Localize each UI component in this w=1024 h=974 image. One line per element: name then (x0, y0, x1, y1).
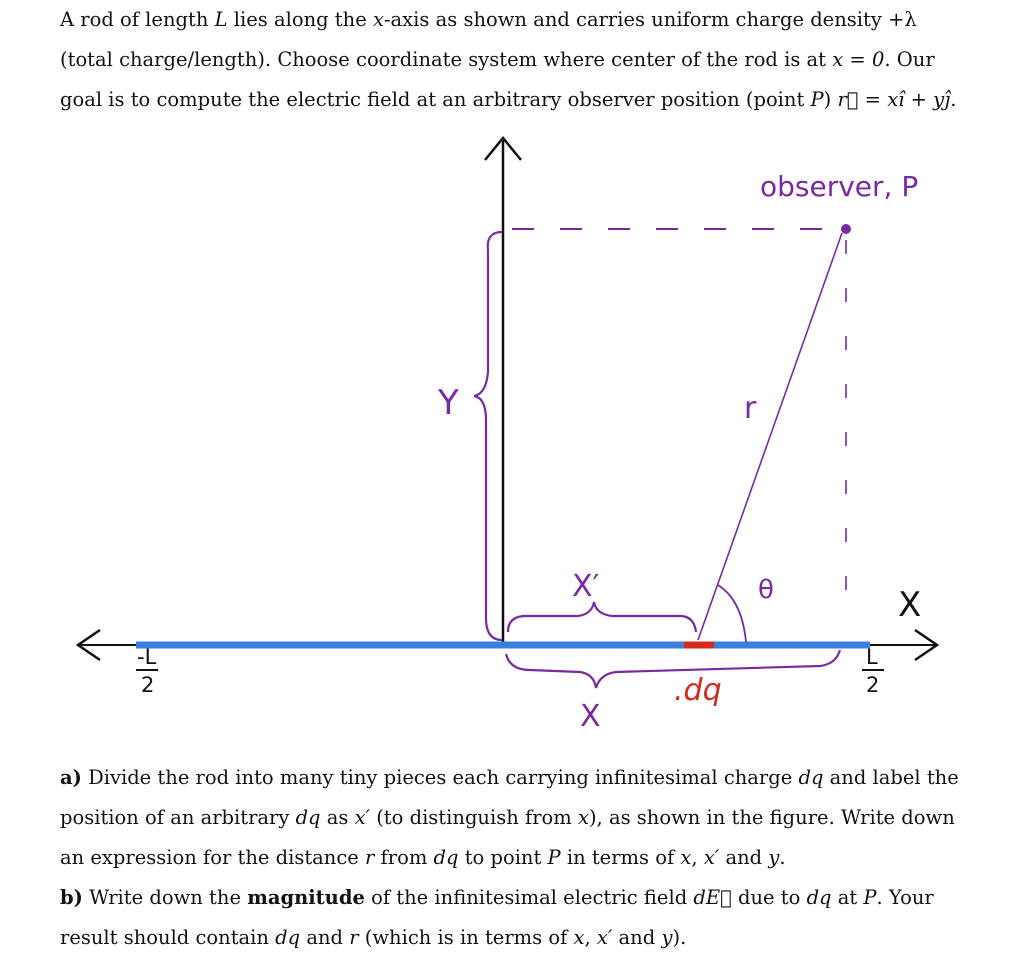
var-x: x (577, 806, 589, 829)
var-L: L (214, 8, 228, 31)
var-y: y (768, 846, 780, 869)
var-P: P (810, 88, 824, 111)
intro-text: -axis as shown and carries uniform charge density +λ (total charge/length). Choose coordinate system where center of the rod is at (60, 8, 917, 71)
part-b-text: and (612, 926, 662, 949)
var-dq: dq (275, 926, 301, 949)
var-x-prime: x′ (596, 926, 613, 949)
part-a-text: ), as shown in the figure. Write down an expression for the distance (60, 806, 955, 869)
part-b-text: of the infinitesimal electric field (364, 886, 694, 909)
part-a-text: . (779, 846, 786, 869)
var-P: P (547, 846, 561, 869)
intro-text: lies along the (227, 8, 373, 31)
part-b-text: ). (672, 926, 687, 949)
var-r: r (349, 926, 359, 949)
right-end-numerator: L (866, 645, 878, 669)
x-brace-label: X (580, 699, 601, 734)
var-x: x (372, 8, 384, 31)
var-x: x (680, 846, 692, 869)
var-dq: dq (798, 766, 824, 789)
r-label: r (744, 391, 757, 426)
part-b-text: and (300, 926, 350, 949)
part-b-label: b) (60, 886, 83, 909)
part-a-text: and (719, 846, 769, 869)
var-dq: dq (433, 846, 459, 869)
dq-label: .dq (674, 673, 722, 708)
part-b-text: , (584, 926, 597, 949)
part-b-text: (which is in terms of (358, 926, 574, 949)
part-a-text: as (320, 806, 355, 829)
math-r-vector: r⃗ = xî + yĵ (837, 88, 951, 111)
left-end-denominator: 2 (141, 673, 155, 697)
intro-text: ) (823, 88, 838, 111)
part-a-text: in terms of (560, 846, 681, 869)
var-x-prime: x′ (354, 806, 370, 829)
observer-point (841, 224, 851, 234)
part-a-text: (to distinguish from (370, 806, 578, 829)
part-a-text: to point (458, 846, 548, 869)
x-brace (506, 650, 840, 688)
observer-label: observer, P (760, 170, 919, 203)
var-x: x (573, 926, 585, 949)
var-y: y (661, 926, 673, 949)
questions-block (60, 758, 960, 958)
part-b-text: at (831, 886, 864, 909)
part-b-emphasis: magnitude (247, 886, 365, 909)
part-b-text: Write down the (82, 886, 248, 909)
part-a-text: , (691, 846, 704, 869)
var-r: r (365, 846, 375, 869)
var-dq: dq (295, 806, 321, 829)
var-dE-vector: dE⃗ (693, 886, 732, 909)
var-dq: dq (806, 886, 832, 909)
part-b (60, 878, 960, 958)
part-a-text: Divide the rod into many tiny pieces each carrying infinitesimal charge (81, 766, 799, 789)
x-prime-brace (508, 602, 696, 632)
left-end-numerator: -L (137, 645, 157, 669)
intro-text: . Our goal is to compute the electric field at an arbitrary observer position (point (60, 48, 935, 111)
part-a-text: and label the position of an arbitrary (60, 766, 959, 829)
part-a-text: from (374, 846, 434, 869)
y-brace-label: Y (438, 383, 459, 423)
x-axis-label: X (898, 585, 922, 625)
intro-text: . (950, 88, 957, 111)
theta-label: θ (758, 575, 774, 605)
theta-arc (718, 585, 746, 642)
part-a (60, 758, 960, 878)
part-b-text: . Your result should contain (60, 886, 934, 949)
math-x-equals-0: x = 0 (832, 48, 885, 71)
y-brace (474, 232, 502, 640)
part-a-label: a) (60, 766, 82, 789)
var-x-prime: x′ (703, 846, 720, 869)
right-end-denominator: 2 (866, 673, 880, 697)
part-b-text: due to (731, 886, 807, 909)
var-P: P (863, 886, 877, 909)
intro-text: A rod of length (60, 8, 215, 31)
x-prime-label: X′ (572, 569, 600, 604)
